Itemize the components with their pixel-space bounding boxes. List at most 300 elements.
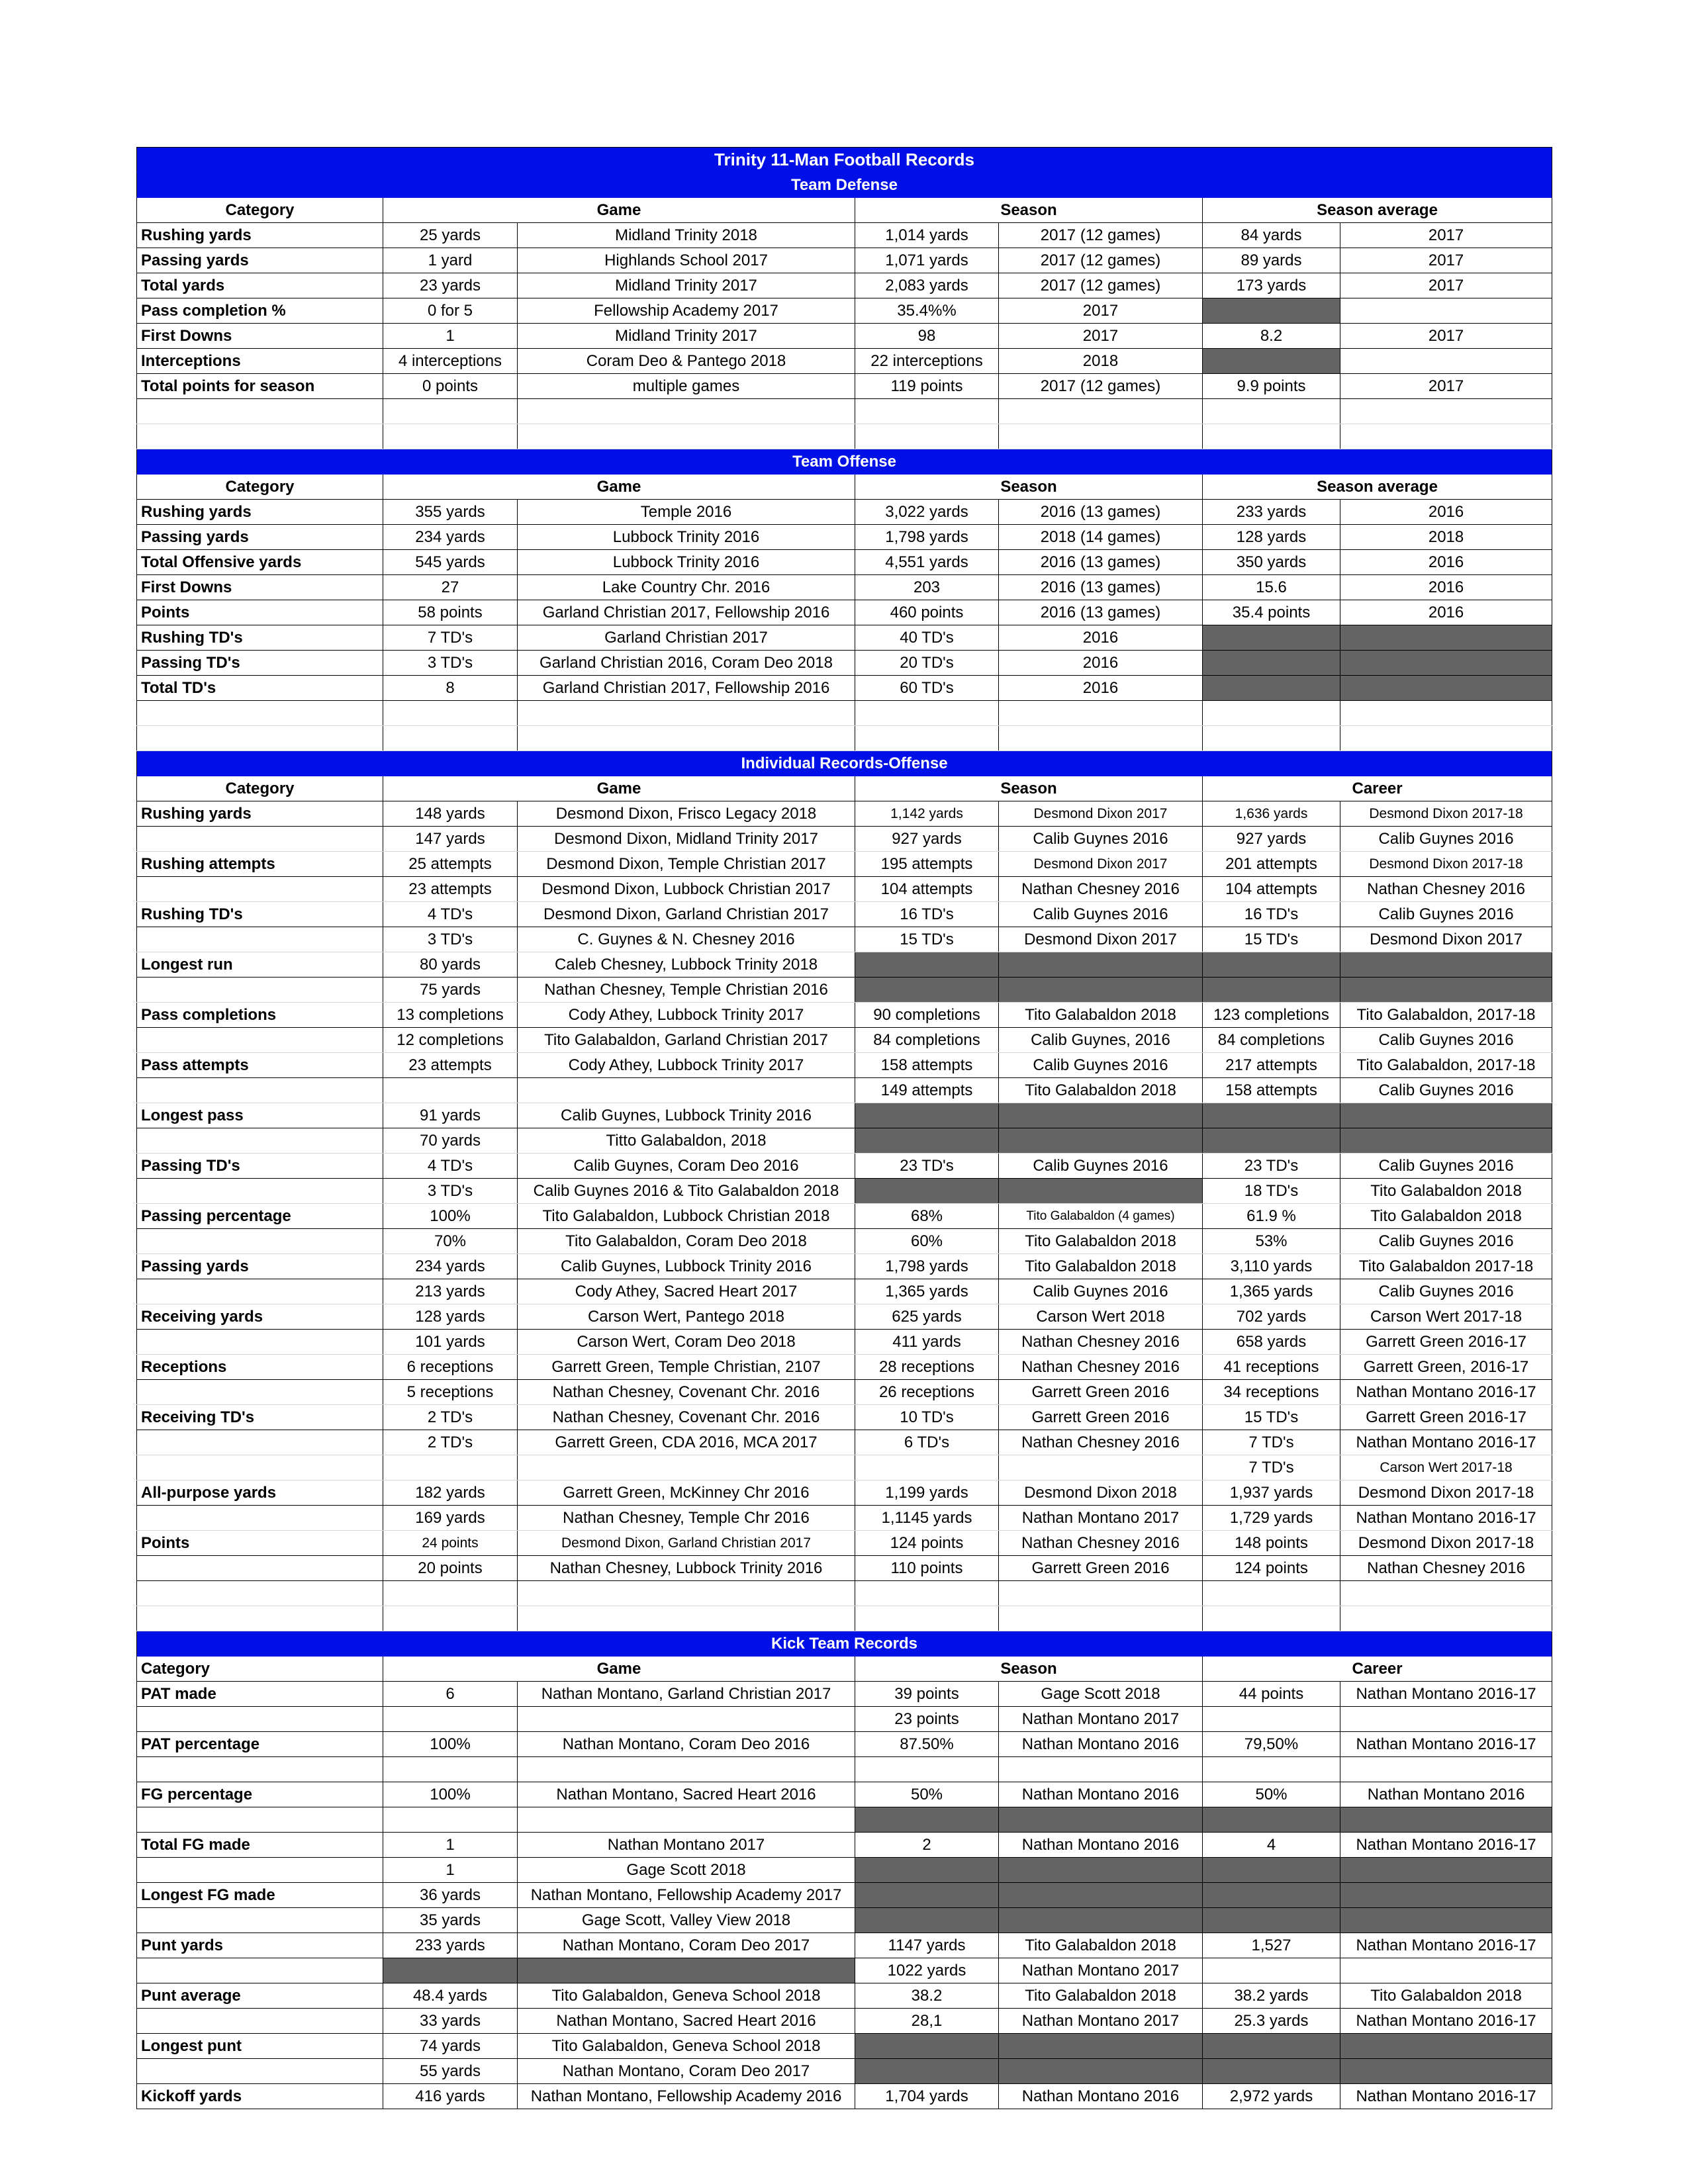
cell-game-holder: Fellowship Academy 2017 [518, 298, 855, 324]
table-row [137, 1254, 1552, 1279]
table-row [137, 2059, 1552, 2084]
cell-game-value: 1 [383, 1833, 518, 1858]
cell-category: First Downs [137, 324, 383, 349]
cell-game-holder: Cody Athey, Lubbock Trinity 2017 [518, 1003, 855, 1028]
table-row [137, 1883, 1552, 1908]
cell-category [137, 2059, 383, 2084]
cell-season-holder: Calib Guynes 2016 [999, 827, 1203, 852]
cell-game-holder: Nathan Chesney, Covenant Chr. 2016 [518, 1380, 855, 1405]
cell-third-holder [1340, 1958, 1552, 1983]
table-row [137, 550, 1552, 575]
column-header: Season [855, 1657, 1203, 1682]
cell-game-holder: Temple 2016 [518, 500, 855, 525]
cell-game-value: 2 TD's [383, 1405, 518, 1430]
cell-season-holder: Calib Guynes 2016 [999, 1279, 1203, 1304]
cell-third-value [1203, 978, 1340, 1003]
table-row [137, 1154, 1552, 1179]
cell-game-holder: multiple games [518, 374, 855, 399]
table-row [137, 374, 1552, 399]
cell-season-holder [999, 1455, 1203, 1480]
cell-category: Rushing yards [137, 223, 383, 248]
cell-category: Total points for season [137, 374, 383, 399]
cell-third-holder: 2016 [1340, 600, 1552, 625]
cell-season-value: 119 points [855, 374, 999, 399]
cell-game-value: 3 TD's [383, 1179, 518, 1204]
cell-game-holder: Calib Guynes, Lubbock Trinity 2016 [518, 1103, 855, 1128]
cell-season-value: 15 TD's [855, 927, 999, 952]
column-header: Season [855, 776, 1203, 801]
cell-third-holder: 2017 [1340, 248, 1552, 273]
cell-category [137, 1506, 383, 1531]
table-row [137, 827, 1552, 852]
cell-category [137, 1556, 383, 1581]
cell-third-holder [1340, 625, 1552, 651]
cell-season-value: 104 attempts [855, 877, 999, 902]
cell-category [137, 1028, 383, 1053]
cell-season-holder [999, 1858, 1203, 1883]
cell-game-value: 4 TD's [383, 1154, 518, 1179]
cell-third-value [1203, 1958, 1340, 1983]
cell-season-value [855, 1455, 999, 1480]
cell-season-holder [999, 1908, 1203, 1933]
table-row [137, 1757, 1552, 1782]
cell-game-holder: Tito Galabaldon, Geneva School 2018 [518, 1983, 855, 2009]
cell-third-holder: Calib Guynes 2016 [1340, 827, 1552, 852]
cell-game-holder: Garland Christian 2016, Coram Deo 2018 [518, 651, 855, 676]
cell-game-holder [518, 1078, 855, 1103]
cell-third-value: 927 yards [1203, 827, 1340, 852]
cell-third-holder [1340, 1757, 1552, 1782]
cell-game-holder: Gage Scott, Valley View 2018 [518, 1908, 855, 1933]
cell-third-holder: Carson Wert 2017-18 [1340, 1455, 1552, 1480]
column-header: Season [855, 198, 1203, 223]
cell-season-holder: 2016 [999, 676, 1203, 701]
cell-season-value: 203 [855, 575, 999, 600]
cell-third-value: 16 TD's [1203, 902, 1340, 927]
cell-game-holder: Nathan Montano, Sacred Heart 2016 [518, 2009, 855, 2034]
cell-season-holder: Garrett Green 2016 [999, 1380, 1203, 1405]
cell-season-holder: Calib Guynes 2016 [999, 902, 1203, 927]
cell-season-value [855, 1757, 999, 1782]
table-row [137, 952, 1552, 978]
cell-third-value [1203, 1128, 1340, 1154]
cell-season-holder: Nathan Chesney 2016 [999, 1430, 1203, 1455]
cell-game-value: 0 points [383, 374, 518, 399]
cell-game-holder: Highlands School 2017 [518, 248, 855, 273]
cell-game-holder: Calib Guynes, Lubbock Trinity 2016 [518, 1254, 855, 1279]
column-header: Season average [1203, 475, 1552, 500]
cell-third-holder: Tito Galabaldon 2018 [1340, 1179, 1552, 1204]
cell-category [137, 1430, 383, 1455]
cell-season-value: 22 interceptions [855, 349, 999, 374]
cell-season-holder: 2017 (12 games) [999, 273, 1203, 298]
cell-season-value [855, 952, 999, 978]
cell-game-value: 100% [383, 1732, 518, 1757]
cell-third-value [1203, 625, 1340, 651]
cell-third-value: 84 yards [1203, 223, 1340, 248]
cell-season-value: 1,798 yards [855, 1254, 999, 1279]
cell-third-holder [1340, 2034, 1552, 2059]
cell-third-holder [1340, 978, 1552, 1003]
cell-season-value: 87.50% [855, 1732, 999, 1757]
cell-category [137, 1380, 383, 1405]
cell-game-value [383, 1078, 518, 1103]
cell-game-holder: Garrett Green, Temple Christian, 2107 [518, 1355, 855, 1380]
column-header: Game [383, 198, 855, 223]
cell-game-value: 101 yards [383, 1330, 518, 1355]
cell-game-holder: Garland Christian 2017, Fellowship 2016 [518, 676, 855, 701]
table-row [137, 223, 1552, 248]
cell-third-value: 3,110 yards [1203, 1254, 1340, 1279]
table-row [137, 2034, 1552, 2059]
cell-game-value: 80 yards [383, 952, 518, 978]
table-row [137, 324, 1552, 349]
cell-game-value [383, 1757, 518, 1782]
column-header: Category [137, 475, 383, 500]
cell-season-holder [999, 1883, 1203, 1908]
cell-third-value: 34 receptions [1203, 1380, 1340, 1405]
cell-game-holder: Nathan Chesney, Temple Chr 2016 [518, 1506, 855, 1531]
cell-season-holder: Carson Wert 2018 [999, 1304, 1203, 1330]
cell-season-value: 158 attempts [855, 1053, 999, 1078]
cell-third-value: 1,937 yards [1203, 1480, 1340, 1506]
table-row [137, 1958, 1552, 1983]
cell-game-value: 25 yards [383, 223, 518, 248]
table-row [137, 1229, 1552, 1254]
cell-game-value: 55 yards [383, 2059, 518, 2084]
cell-game-value: 70% [383, 1229, 518, 1254]
cell-season-holder: Nathan Montano 2016 [999, 1732, 1203, 1757]
table-row [137, 273, 1552, 298]
cell-season-holder: 2017 [999, 324, 1203, 349]
cell-game-value: 233 yards [383, 1933, 518, 1958]
cell-third-value: 38.2 yards [1203, 1983, 1340, 2009]
cell-season-value [855, 1908, 999, 1933]
table-row [137, 1455, 1552, 1480]
table-row [137, 1732, 1552, 1757]
cell-third-holder: Garrett Green 2016-17 [1340, 1330, 1552, 1355]
cell-category [137, 1078, 383, 1103]
section-title: Team Offense [137, 449, 1552, 475]
cell-game-value: 74 yards [383, 2034, 518, 2059]
cell-third-holder: Nathan Montano 2016-17 [1340, 1682, 1552, 1707]
cell-game-holder: Caleb Chesney, Lubbock Trinity 2018 [518, 952, 855, 978]
cell-season-value [855, 1883, 999, 1908]
cell-season-holder: 2017 (12 games) [999, 374, 1203, 399]
cell-season-holder: 2016 (13 games) [999, 550, 1203, 575]
cell-category: Rushing TD's [137, 902, 383, 927]
cell-category [137, 1707, 383, 1732]
table-row [137, 1279, 1552, 1304]
cell-third-holder: Nathan Montano 2016-17 [1340, 2084, 1552, 2109]
cell-category: Passing yards [137, 525, 383, 550]
table-row [137, 676, 1552, 701]
cell-game-holder: Tito Galabaldon, Coram Deo 2018 [518, 1229, 855, 1254]
cell-season-holder: Desmond Dixon 2017 [999, 927, 1203, 952]
cell-third-value: 35.4 points [1203, 600, 1340, 625]
cell-category: Longest punt [137, 2034, 383, 2059]
cell-game-value: 1 [383, 324, 518, 349]
cell-season-value: 460 points [855, 600, 999, 625]
cell-game-value: 91 yards [383, 1103, 518, 1128]
cell-season-holder: Nathan Montano 2016 [999, 1782, 1203, 1807]
cell-category: Pass completions [137, 1003, 383, 1028]
cell-season-value [855, 1128, 999, 1154]
cell-third-value: 158 attempts [1203, 1078, 1340, 1103]
cell-game-value: 2 TD's [383, 1430, 518, 1455]
cell-category [137, 927, 383, 952]
cell-third-holder: Calib Guynes 2016 [1340, 1078, 1552, 1103]
cell-third-holder: 2017 [1340, 223, 1552, 248]
column-header: Category [137, 1657, 383, 1682]
cell-third-value: 7 TD's [1203, 1430, 1340, 1455]
table-row [137, 600, 1552, 625]
cell-category: Kickoff yards [137, 2084, 383, 2109]
cell-season-value: 28 receptions [855, 1355, 999, 1380]
cell-third-holder: Nathan Chesney 2016 [1340, 1556, 1552, 1581]
cell-third-holder: Garrett Green, 2016-17 [1340, 1355, 1552, 1380]
cell-category: PAT made [137, 1682, 383, 1707]
cell-season-holder: Nathan Montano 2016 [999, 2084, 1203, 2109]
cell-third-value: 79,50% [1203, 1732, 1340, 1757]
table-row [137, 1003, 1552, 1028]
cell-season-value [855, 1858, 999, 1883]
cell-season-value: 1147 yards [855, 1933, 999, 1958]
cell-game-value: 12 completions [383, 1028, 518, 1053]
cell-third-value [1203, 1757, 1340, 1782]
cell-third-holder [1340, 651, 1552, 676]
cell-third-holder [1340, 1128, 1552, 1154]
cell-category [137, 1908, 383, 1933]
cell-game-holder: Calib Guynes, Coram Deo 2016 [518, 1154, 855, 1179]
cell-game-holder: Nathan Montano 2017 [518, 1833, 855, 1858]
cell-third-value: 2,972 yards [1203, 2084, 1340, 2109]
cell-category: First Downs [137, 575, 383, 600]
cell-category [137, 827, 383, 852]
cell-third-value: 89 yards [1203, 248, 1340, 273]
cell-game-value: 33 yards [383, 2009, 518, 2034]
cell-season-holder: Tito Galabaldon (4 games) [999, 1204, 1203, 1229]
cell-season-holder [999, 1128, 1203, 1154]
cell-season-holder: 2016 (13 games) [999, 500, 1203, 525]
cell-season-value: 68% [855, 1204, 999, 1229]
table-row [137, 575, 1552, 600]
cell-season-holder: 2016 [999, 625, 1203, 651]
cell-third-value [1203, 2059, 1340, 2084]
cell-game-holder: Carson Wert, Coram Deo 2018 [518, 1330, 855, 1355]
cell-game-holder [518, 1757, 855, 1782]
records-table [136, 147, 1552, 2109]
cell-season-holder: Nathan Chesney 2016 [999, 1531, 1203, 1556]
table-row [137, 349, 1552, 374]
cell-category [137, 2009, 383, 2034]
cell-game-value [383, 1958, 518, 1983]
cell-season-value: 23 TD's [855, 1154, 999, 1179]
cell-game-holder: Midland Trinity 2018 [518, 223, 855, 248]
table-row [137, 651, 1552, 676]
cell-third-holder: Garrett Green 2016-17 [1340, 1405, 1552, 1430]
cell-season-holder [999, 1807, 1203, 1833]
cell-game-value: 4 interceptions [383, 349, 518, 374]
cell-third-value: 128 yards [1203, 525, 1340, 550]
cell-third-value: 1,729 yards [1203, 1506, 1340, 1531]
cell-third-holder: 2018 [1340, 525, 1552, 550]
cell-third-value [1203, 1858, 1340, 1883]
cell-category [137, 1279, 383, 1304]
cell-third-value [1203, 1883, 1340, 1908]
cell-third-value: 123 completions [1203, 1003, 1340, 1028]
spacer-row [137, 399, 1552, 424]
table-row [137, 1480, 1552, 1506]
table-row [137, 1531, 1552, 1556]
cell-game-value: 3 TD's [383, 927, 518, 952]
table-row [137, 978, 1552, 1003]
cell-game-holder: Calib Guynes 2016 & Tito Galabaldon 2018 [518, 1179, 855, 1204]
cell-season-holder: Tito Galabaldon 2018 [999, 1933, 1203, 1958]
cell-category: Receptions [137, 1355, 383, 1380]
cell-game-holder: Tito Galabaldon, Geneva School 2018 [518, 2034, 855, 2059]
column-header: Category [137, 776, 383, 801]
cell-season-holder: Nathan Montano 2017 [999, 1506, 1203, 1531]
cell-third-value: 233 yards [1203, 500, 1340, 525]
cell-season-value: 1,071 yards [855, 248, 999, 273]
cell-game-value: 182 yards [383, 1480, 518, 1506]
cell-category: Total yards [137, 273, 383, 298]
table-row [137, 525, 1552, 550]
table-row [137, 1983, 1552, 2009]
cell-third-holder: Carson Wert 2017-18 [1340, 1304, 1552, 1330]
cell-season-holder [999, 2059, 1203, 2084]
cell-game-value: 234 yards [383, 525, 518, 550]
cell-third-holder: 2017 [1340, 374, 1552, 399]
cell-season-holder: 2016 (13 games) [999, 575, 1203, 600]
cell-season-holder: Garrett Green 2016 [999, 1556, 1203, 1581]
column-header: Game [383, 1657, 855, 1682]
cell-game-holder: Garrett Green, CDA 2016, MCA 2017 [518, 1430, 855, 1455]
table-row [137, 1430, 1552, 1455]
cell-season-value: 1,142 yards [855, 801, 999, 827]
cell-third-holder: Nathan Montano 2016-17 [1340, 1732, 1552, 1757]
cell-third-value [1203, 349, 1340, 374]
cell-season-holder [999, 978, 1203, 1003]
cell-game-value: 0 for 5 [383, 298, 518, 324]
cell-season-value: 20 TD's [855, 651, 999, 676]
cell-third-holder [1340, 1707, 1552, 1732]
cell-game-holder: Desmond Dixon, Temple Christian 2017 [518, 852, 855, 877]
table-row [137, 1028, 1552, 1053]
cell-season-holder: 2017 (12 games) [999, 223, 1203, 248]
cell-season-value [855, 1807, 999, 1833]
cell-season-holder: Calib Guynes, 2016 [999, 1028, 1203, 1053]
cell-game-holder: C. Guynes & N. Chesney 2016 [518, 927, 855, 952]
cell-game-value: 70 yards [383, 1128, 518, 1154]
cell-category: Passing yards [137, 248, 383, 273]
cell-game-holder: Garland Christian 2017, Fellowship 2016 [518, 600, 855, 625]
table-row [137, 1204, 1552, 1229]
cell-game-holder: Tito Galabaldon, Garland Christian 2017 [518, 1028, 855, 1053]
cell-third-holder: Nathan Montano 2016-17 [1340, 1933, 1552, 1958]
cell-season-holder [999, 1757, 1203, 1782]
table-row [137, 1355, 1552, 1380]
cell-season-holder: 2018 [999, 349, 1203, 374]
cell-season-value: 124 points [855, 1531, 999, 1556]
cell-game-holder: Nathan Montano, Garland Christian 2017 [518, 1682, 855, 1707]
cell-third-holder [1340, 1807, 1552, 1833]
cell-season-holder [999, 2034, 1203, 2059]
cell-game-holder: Desmond Dixon, Lubbock Christian 2017 [518, 877, 855, 902]
cell-season-value: 38.2 [855, 1983, 999, 2009]
cell-game-value [383, 1707, 518, 1732]
cell-game-value: 234 yards [383, 1254, 518, 1279]
cell-game-holder: Nathan Chesney, Covenant Chr. 2016 [518, 1405, 855, 1430]
cell-third-value: 201 attempts [1203, 852, 1340, 877]
cell-third-holder: Calib Guynes 2016 [1340, 1028, 1552, 1053]
table-row [137, 1304, 1552, 1330]
cell-season-value: 149 attempts [855, 1078, 999, 1103]
cell-season-holder: Nathan Montano 2017 [999, 1707, 1203, 1732]
cell-season-value: 2,083 yards [855, 273, 999, 298]
cell-season-holder: Nathan Montano 2016 [999, 1833, 1203, 1858]
cell-game-value: 416 yards [383, 2084, 518, 2109]
cell-game-value: 35 yards [383, 1908, 518, 1933]
cell-third-value [1203, 651, 1340, 676]
cell-season-value [855, 978, 999, 1003]
column-header: Category [137, 198, 383, 223]
cell-season-holder: Nathan Montano 2017 [999, 1958, 1203, 1983]
cell-game-value: 23 attempts [383, 1053, 518, 1078]
table-row [137, 1782, 1552, 1807]
cell-game-value: 147 yards [383, 827, 518, 852]
cell-third-holder: 2016 [1340, 500, 1552, 525]
cell-third-value: 173 yards [1203, 273, 1340, 298]
cell-third-value [1203, 1103, 1340, 1128]
cell-season-value: 6 TD's [855, 1430, 999, 1455]
cell-game-holder: Carson Wert, Pantego 2018 [518, 1304, 855, 1330]
cell-game-holder [518, 1958, 855, 1983]
cell-category: Points [137, 1531, 383, 1556]
cell-game-value: 23 attempts [383, 877, 518, 902]
cell-category [137, 1330, 383, 1355]
cell-category [137, 1858, 383, 1883]
cell-season-holder: 2017 (12 games) [999, 248, 1203, 273]
cell-category: PAT percentage [137, 1732, 383, 1757]
cell-season-holder: 2018 (14 games) [999, 525, 1203, 550]
cell-third-holder [1340, 1103, 1552, 1128]
table-row [137, 1380, 1552, 1405]
cell-season-value: 60% [855, 1229, 999, 1254]
table-row [137, 298, 1552, 324]
cell-category: Passing percentage [137, 1204, 383, 1229]
cell-game-holder: Desmond Dixon, Frisco Legacy 2018 [518, 801, 855, 827]
cell-third-value [1203, 1807, 1340, 1833]
cell-game-holder: Lake Country Chr. 2016 [518, 575, 855, 600]
cell-game-value [383, 1807, 518, 1833]
cell-third-value: 25.3 yards [1203, 2009, 1340, 2034]
cell-third-value: 7 TD's [1203, 1455, 1340, 1480]
cell-season-value [855, 1179, 999, 1204]
table-row [137, 1405, 1552, 1430]
cell-game-holder: Nathan Montano, Sacred Heart 2016 [518, 1782, 855, 1807]
cell-third-holder: Tito Galabaldon, 2017-18 [1340, 1003, 1552, 1028]
cell-game-holder: Tito Galabaldon, Lubbock Christian 2018 [518, 1204, 855, 1229]
cell-game-holder: Desmond Dixon, Midland Trinity 2017 [518, 827, 855, 852]
cell-game-value: 100% [383, 1204, 518, 1229]
cell-third-value: 1,527 [1203, 1933, 1340, 1958]
cell-season-holder: Desmond Dixon 2017 [999, 801, 1203, 827]
cell-season-holder: Calib Guynes 2016 [999, 1154, 1203, 1179]
table-row [137, 1682, 1552, 1707]
cell-third-value [1203, 2034, 1340, 2059]
